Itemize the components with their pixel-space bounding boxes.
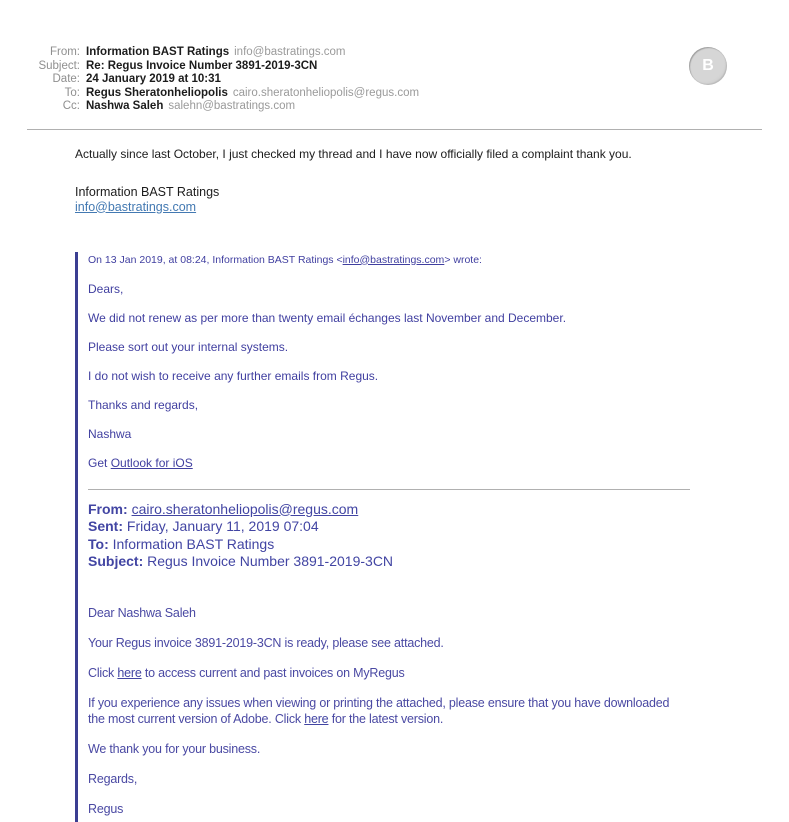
quote-paragraph: Please sort out your internal systems. [88,339,289,354]
signature-email-link[interactable]: info@bastratings.com [75,199,197,214]
cc-label: Cc: [62,100,80,112]
forwarded-message-divider [88,489,690,490]
avatar-initial: B [702,57,714,74]
forwarded-body [88,605,789,817]
forwarded-to-label: To: [88,535,109,552]
to-email: cairo.sheratonheliopolis@regus.com [232,86,420,99]
date-value: 24 January 2019 at 10:31 [86,73,221,85]
quote-paragraph: I do not wish to receive any further emails from Regus. [88,368,379,383]
header-from-row [0,46,789,60]
quote-attribution [88,252,789,267]
to-label: To: [64,86,80,99]
header-cc-row [0,100,789,114]
outlook-for-ios-link[interactable]: Outlook for iOS [110,455,193,470]
attribution-text-before: On 13 Jan 2019, at 08:24, Information BAST Ratings < [88,253,343,266]
forwarded-sent-label: Sent: [88,518,123,534]
quote-paragraph: Dears, [88,281,124,296]
forwarded-regards-line: Regards, [88,771,138,786]
forwarded-sent-row [88,518,789,536]
forwarded-myregus-line [88,665,789,681]
forwarded-signoff: Regus [88,801,124,816]
to-name: Regus Sheratonheliopolis [86,86,228,99]
myregus-text-after: to access current and past invoices on MyRegus [141,665,405,680]
subject-label: Subject: [38,59,80,72]
forwarded-header [88,501,789,571]
signature-name: Information BAST Ratings [75,184,220,199]
forwarded-subject-value: Regus Invoice Number 3891-2019-3CN [147,553,394,569]
forwarded-subject-row [88,553,789,571]
get-outlook-prefix: Get [88,455,111,470]
signature-email-row [75,200,789,214]
sender-avatar[interactable] [689,47,727,85]
from-name: Information BAST Ratings [86,46,230,58]
date-label: Date: [52,73,80,85]
quote-paragraph: Thanks and regards, [88,397,199,412]
message-header [0,0,789,114]
adobe-text-after: for the latest version. [328,711,444,726]
header-date-row [0,73,789,87]
forwarded-thanks-line: We thank you for your business. [88,741,261,756]
get-outlook-line [88,456,789,470]
forwarded-greeting: Dear Nashwa Saleh [88,605,196,620]
forwarded-from-label: From: [88,500,128,517]
header-to-row [0,87,789,101]
cc-email: salehn@bastratings.com [168,100,296,112]
adobe-here-link[interactable]: here [304,711,329,726]
attribution-text-after: > wrote: [444,253,482,266]
forwarded-adobe-line [88,695,680,727]
forwarded-sent-value: Friday, January 11, 2019 07:04 [126,518,319,534]
from-email: info@bastratings.com [234,46,346,58]
header-subject-row [0,60,789,74]
myregus-text-before: Click [88,665,118,680]
from-label: From: [49,46,80,58]
quote-paragraph: We did not renew as per more than twenty email échanges last November and December. [88,310,567,325]
subject-value: Re: Regus Invoice Number 3891-2019-3CN [86,59,318,72]
forwarded-subject-label: Subject: [88,553,144,569]
forwarded-to-value: Information BAST Ratings [112,535,275,552]
cc-name: Nashwa Saleh [86,100,164,112]
header-body-divider [27,129,762,130]
forwarded-from-row [88,501,789,519]
quote-paragraph: Nashwa [88,426,132,441]
attribution-email-link[interactable]: info@bastratings.com [342,253,445,266]
adobe-text-before: If you experience any issues when viewing or printing the attached, please ensure that you have downloaded the most current version of Adobe. Click [88,695,670,726]
forwarded-invoice-line: Your Regus invoice 3891-2019-3CN is ready, please see attached. [88,635,444,650]
forwarded-to-row [88,536,789,554]
quoted-thread [75,252,789,822]
forwarded-from-email-link[interactable]: cairo.sheratonheliopolis@regus.com [131,500,359,517]
reply-body-text: Actually since last October, I just checked my thread and I have now officially filed a complaint thank you. [75,146,632,161]
myregus-here-link[interactable]: here [117,665,142,680]
